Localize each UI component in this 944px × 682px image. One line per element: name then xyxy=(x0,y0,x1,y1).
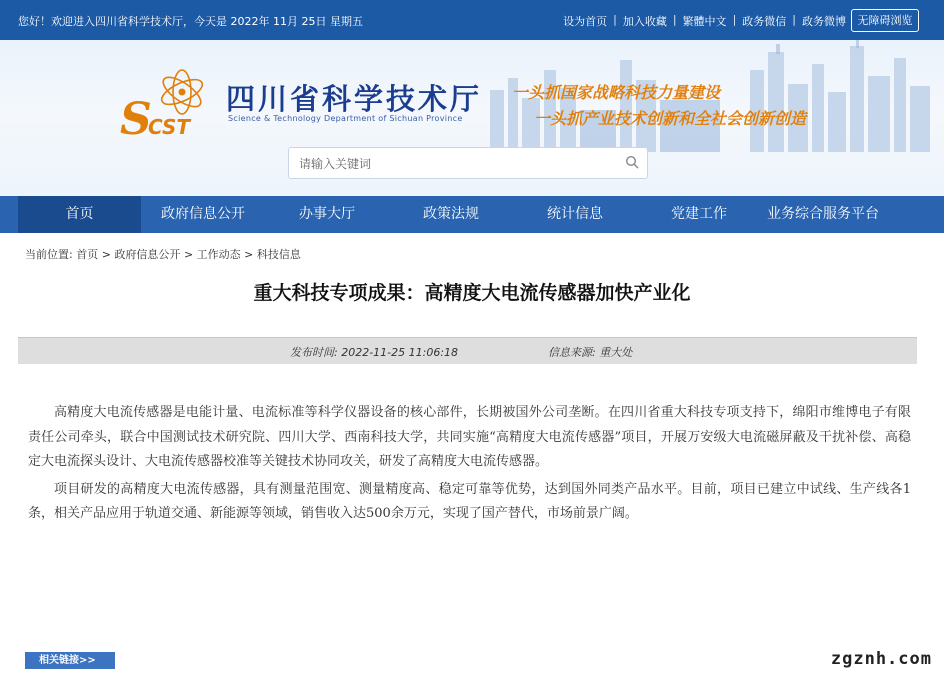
search-box xyxy=(288,147,648,179)
search-input[interactable] xyxy=(297,154,621,174)
main-nav xyxy=(0,196,944,233)
article-body xyxy=(28,401,911,530)
svg-text:CST: CST xyxy=(148,115,191,139)
publish-time: 发布时间: 2022-11-25 11:06:18 xyxy=(290,346,459,359)
breadcrumb-gov-info[interactable]: 政府信息公开 xyxy=(114,248,181,261)
breadcrumb xyxy=(25,246,301,262)
breadcrumb-sep: > xyxy=(101,248,111,261)
article-paragraph: 高精度大电流传感器是电能计量、电流标准等科学仪器设备的核心部件，长期被国外公司垄断。在四川省重大科技专项支持下，绵阳市维博电子有限责任公司牵头，联合中国测试技术研究院、四川大学、西南科技大学，共同实施“高精度大电流传感器”项目，开展万安级大电流磁屏蔽及干扰补偿、高稳定大电流探头设计、大电流传感器校准等关键技术协同攻关，研发了高精度大电流传感器。 xyxy=(28,405,911,469)
nav-item-party-work[interactable]: 党建工作 xyxy=(671,206,727,222)
site-name: 四川省科学技术厅 xyxy=(226,82,483,116)
nav-item-service-platform[interactable]: 业务综合服务平台 xyxy=(767,206,879,222)
slogan-line-2: 一头抓产业技术创新和全社会创新创造 xyxy=(534,109,807,128)
nav-item-home[interactable]: 首页 xyxy=(18,196,141,233)
set-homepage-link[interactable]: 设为首页 xyxy=(563,15,608,28)
watermark: zgznh.com xyxy=(830,649,932,669)
article-meta-bar xyxy=(18,337,917,364)
top-links xyxy=(563,13,846,29)
header-banner xyxy=(0,40,944,196)
nav-item-statistics[interactable]: 统计信息 xyxy=(547,206,603,222)
nav-item-service-hall[interactable]: 办事大厅 xyxy=(299,206,355,222)
nav-item-gov-info[interactable]: 政府信息公开 xyxy=(161,206,245,222)
slogan-line-1: 一头抓国家战略科技力量建设 xyxy=(512,83,721,102)
divider: | xyxy=(672,13,677,26)
weibo-link[interactable]: 政务微博 xyxy=(802,15,846,28)
article-paragraph: 项目研发的高精度大电流传感器，具有测量范围宽、测量精度高、稳定可靠等优势，达到国外同类产品水平。目前，项目已建立中试线、生产线各1条，相关产品应用于轨道交通、新能源等领域，销售收入达500余万元，实现了国产替代，市场前景广阔。 xyxy=(28,481,911,521)
divider: | xyxy=(613,13,617,26)
breadcrumb-sep: > xyxy=(183,248,194,261)
top-bar xyxy=(0,0,944,40)
add-favorite-link[interactable]: 加入收藏 xyxy=(622,15,667,28)
wechat-link[interactable]: 政务微信 xyxy=(742,15,787,28)
site-name-english: Science & Technology Department of Sichuan Province xyxy=(228,114,463,123)
breadcrumb-sci-info[interactable]: 科技信息 xyxy=(256,248,301,261)
breadcrumb-label: 当前位置: xyxy=(25,248,73,261)
nav-item-policies[interactable]: 政策法规 xyxy=(423,206,479,222)
traditional-chinese-link[interactable]: 繁體中文 xyxy=(682,15,727,28)
related-links-button[interactable]: 相关链接>> xyxy=(25,652,115,669)
svg-text:S: S xyxy=(120,94,152,142)
breadcrumb-sep: > xyxy=(244,248,254,261)
scst-logo xyxy=(120,62,230,142)
info-source: 信息来源: 重大处 xyxy=(548,346,633,359)
welcome-text: 您好！欢迎进入四川省科学技术厅，今天是 2022年 11月 25日 星期五 xyxy=(18,15,363,28)
divider: | xyxy=(792,13,796,26)
divider: | xyxy=(732,13,737,26)
search-icon[interactable] xyxy=(625,155,639,169)
breadcrumb-work-news[interactable]: 工作动态 xyxy=(196,248,241,261)
article-title: 重大科技专项成果：高精度大电流传感器加快产业化 xyxy=(253,282,691,304)
accessibility-button[interactable]: 无障碍浏览 xyxy=(851,9,919,32)
breadcrumb-home[interactable]: 首页 xyxy=(76,248,99,261)
